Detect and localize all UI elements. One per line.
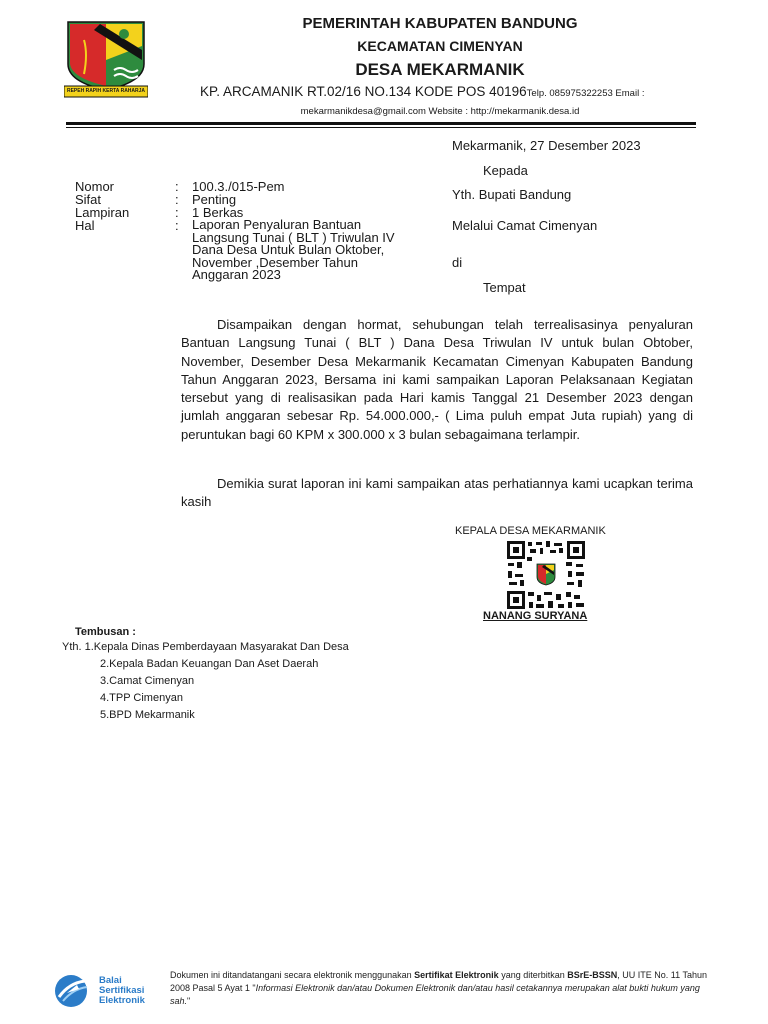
footer-bold: BSrE-BSSN (567, 970, 618, 980)
paragraph-2-text: Demikia surat laporan ini kami sampaikan atas perhatiannya kami ucapkan terima kasih (181, 476, 693, 510)
letterhead-rule-thick (66, 122, 696, 125)
footer-disclaimer (170, 969, 714, 1008)
footer-italic: Informasi Elektronik dan/atau Dokumen Elektronik dan/atau hasil cetakannya merupakan alat bukti hukum yang sah. (170, 983, 700, 1006)
footer-bold: Sertifikat Elektronik (414, 970, 499, 980)
letterhead-rule-thin (66, 127, 696, 128)
letterhead-address (200, 84, 644, 99)
hal-line: Laporan Penyaluran Bantuan (192, 217, 362, 232)
signature-title: KEPALA DESA MEKARMANIK (455, 525, 606, 537)
hal-line: November ,Desember Tahun (192, 254, 358, 270)
meta-label-hal: Hal (75, 218, 95, 233)
footer-text: , UU ITE No. 11 Tahun 2008 Pasal 5 Ayat 1 " (170, 970, 707, 993)
tembusan-item: 3.Camat Cimenyan (100, 675, 195, 687)
recipient: Yth. Bupati Bandung (452, 187, 572, 202)
meta-colon: : (175, 192, 179, 207)
logo-motto: REPEH RAPIH KERTA RAHARJA (66, 88, 146, 94)
tempat-label: Tempat (483, 280, 526, 295)
via-recipient: Melalui Camat Cimenyan (452, 218, 598, 233)
meta-value-nomor: 100.3./015-Pem (192, 179, 285, 194)
footer-text: Dokumen ini ditandatangani secara elektronik menggunakan (170, 970, 415, 980)
hal-line: Langsung Tunai ( BLT ) Triwulan IV (192, 229, 395, 245)
footer-text: " (187, 996, 191, 1006)
bsre-line: Sertifikasi (99, 985, 145, 996)
signatory-name: NANANG SURYANA (483, 610, 588, 622)
tembusan-heading: Tembusan : (75, 626, 136, 638)
bsre-logo-icon (53, 973, 97, 1009)
letterhead-line-1: PEMERINTAH KABUPATEN BANDUNG (302, 15, 578, 32)
meta-label-sifat: Sifat (75, 192, 102, 207)
tembusan-item: 5.BPD Mekarmanik (100, 709, 195, 721)
place-date: Mekarmanik, 27 Desember 2023 (452, 138, 641, 153)
meta-colon: : (175, 179, 179, 194)
tembusan-item: Yth. 1.Kepala Dinas Pemberdayaan Masyarakat Dan Desa (62, 641, 349, 653)
hal-line: Dana Desa Untuk Bulan Oktober, (192, 242, 385, 257)
hal-line: Anggaran 2023 (192, 267, 281, 282)
footer-text: yang diterbitkan (498, 970, 568, 980)
meta-label-lampiran: Lampiran (75, 205, 130, 220)
bsre-line: Elektronik (99, 995, 145, 1006)
letterhead-contact: mekarmanikdesa@gmail.com Website : http://mekarmanik.desa.id (300, 106, 580, 117)
meta-colon: : (175, 205, 179, 220)
body-paragraph-2 (181, 475, 693, 512)
tembusan-item: 4.TPP Cimenyan (100, 692, 183, 704)
di-label: di (452, 255, 463, 270)
meta-value-hal (192, 219, 395, 282)
letterhead-line-2: KECAMATAN CIMENYAN (357, 38, 523, 54)
address-text: KP. ARCAMANIK RT.02/16 NO.134 KODE POS 40196 (200, 84, 527, 99)
letterhead-line-3: DESA MEKARMANIK (355, 60, 525, 79)
meta-value-sifat: Penting (192, 192, 237, 207)
body-paragraph-1 (181, 316, 693, 444)
meta-label-nomor: Nomor (75, 179, 115, 194)
meta-colon: : (175, 218, 179, 233)
bsre-line: Balai (99, 975, 122, 986)
qr-code-signature (506, 540, 586, 610)
kepada-label: Kepada (483, 163, 528, 178)
paragraph-1-text: Disampaikan dengan hormat, sehubungan telah terrealisasinya penyaluran Bantuan Langsung Tunai ( BLT ) Dana Desa Triwulan IV untuk bulan Obtober, November, Desember Desa Mekarmanik Kecamatan Cimenyan Kabupaten Bandung Tahun Anggaran 2023, Bersama ini kami sampaikan Laporan Pelaksanaan Kegiatan tersebut yang di realisasikan pada Hari kamis Tanggal 21 Desember 2023 dengan jumlah anggaran sebesar Rp. 54.000.000,- ( Lima puluh empat Juta rupiah) yang di peruntukan bagi 60 KPM x 300.000 x 3 bulan sebagaimana terlampir. (181, 317, 693, 442)
tembusan-item: 2.Kepala Badan Keuangan Dan Aset Daerah (100, 658, 319, 670)
meta-value-lampiran: 1 Berkas (192, 205, 244, 220)
phone-text: Telp. 085975322253 Email : (526, 88, 645, 99)
